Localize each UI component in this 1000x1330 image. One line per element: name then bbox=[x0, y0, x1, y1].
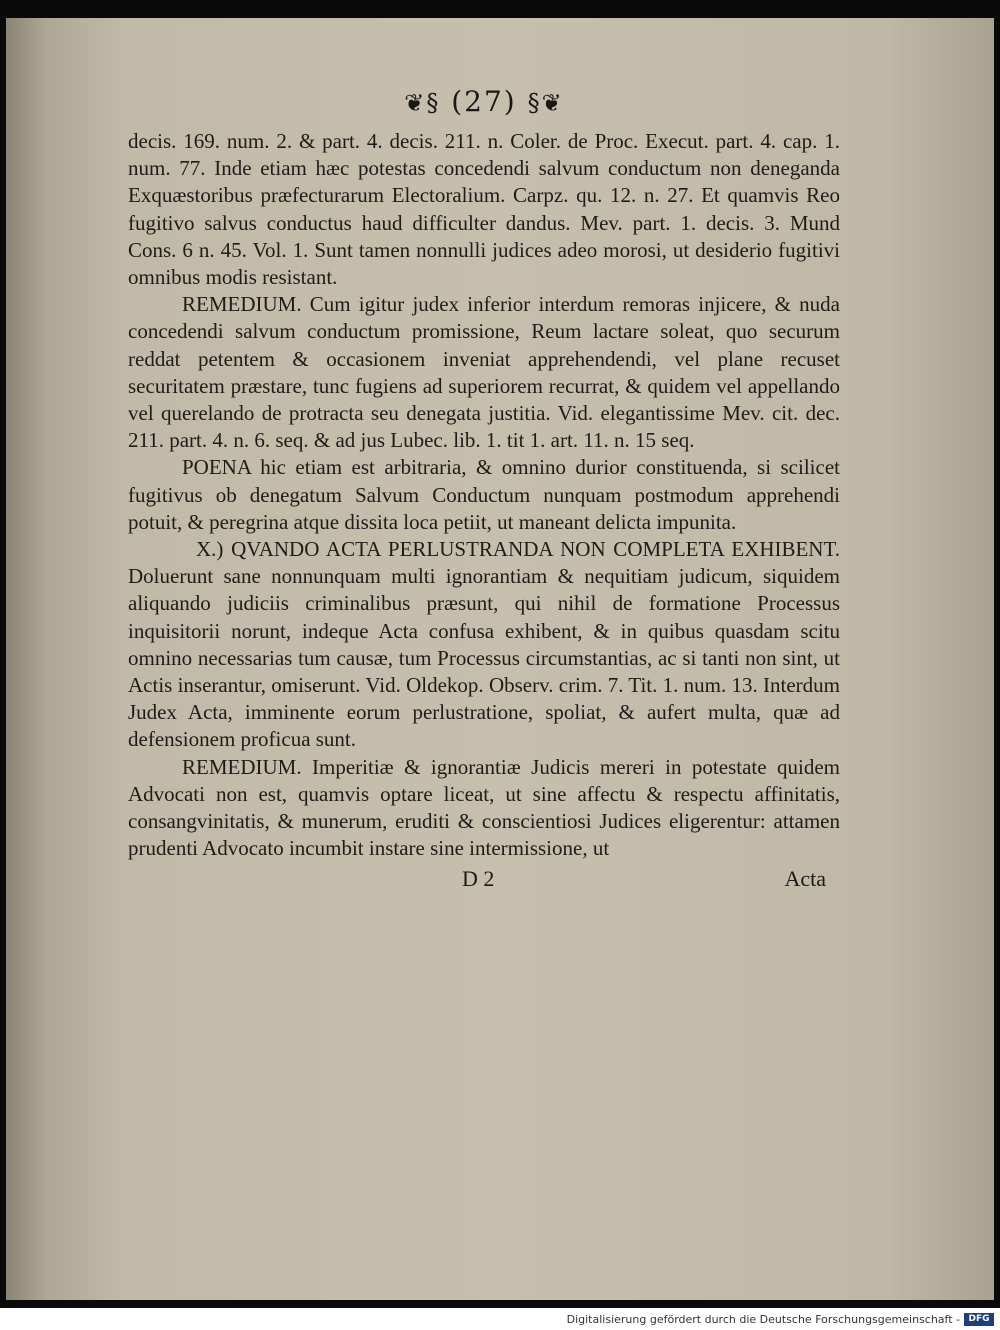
page-number: (27) bbox=[451, 85, 517, 118]
ornament-left-icon: ❦§ bbox=[404, 89, 441, 117]
body-text bbox=[128, 128, 840, 862]
paragraph-poena: POENA hic etiam est arbitraria, & omnino durior constituenda, si scilicet fugitivus ob denegatum Salvum Conductum nunquam postmodum apprehendi potuit, & peregrina atque dissita loca petiit, ut maneant delicta impunita. bbox=[128, 455, 840, 534]
signature-mark: D 2 bbox=[462, 866, 495, 892]
catchword: Acta bbox=[784, 866, 826, 892]
dfg-logo-icon: DFG bbox=[964, 1313, 994, 1326]
document-page bbox=[6, 18, 994, 1300]
paragraph-section-x: X.) QVANDO ACTA PERLUSTRANDA NON COMPLETA EXHIBENT. Doluerunt sane nonnunquam multi ignorantiam & nequitiam judicum, siquidem aliquando judiciis criminalibus præsunt, qui nihil de formatione Processus inquisitorii norunt, indeque Acta confusa exhibent, & in quibus quasdam scitu omnino necessarias tum causæ, tum Processus circumstantias, ac si tanti non sint, ut Actis inserantur, omiserunt. Vid. Oldekop. Observ. crim. 7. Tit. 1. num. 13. Interdum Judex Acta, imminente eorum perlustratione, spoliat, & aufert multa, quæ ad defensionem proficua sunt. bbox=[128, 537, 840, 752]
paragraph-remedium-1: REMEDIUM. Cum igitur judex inferior interdum remoras injicere, & nuda concedendi salvum conductum promissione, Reum lactare soleat, quo securum reddat petentem & occasionem inveniat apprehendendi, vel plane recuset securitatem præstare, tunc fugiens ad superiorem recurrat, & quidem vel appellando vel querelando de protracta seu denegata justitia. Vid. elegantissime Mev. cit. dec. 211. part. 4. n. 6. seq. & ad jus Lubec. lib. 1. tit 1. art. 11. n. 15 seq. bbox=[128, 292, 840, 453]
paragraph-remedium-2: REMEDIUM. Imperitiæ & ignorantiæ Judicis mereri in potestate quidem Advocati non est, quamvis optare liceat, ut sine affectu & respectu affinitatis, consangvinitatis, & munerum, eruditi & conscientiosi Judices eligerentur: attamen prudenti Advocato incumbit instare sine intermissione, ut bbox=[128, 754, 840, 861]
page-footer bbox=[128, 866, 840, 896]
ornament-right-icon: §❦ bbox=[527, 89, 564, 117]
page-content bbox=[128, 82, 840, 896]
paragraph-citation-continuation: decis. 169. num. 2. & part. 4. decis. 211. n. Coler. de Proc. Execut. part. 4. cap. 1. num. 77. Inde etiam hæc potestas concedendi salvum conductum non deneganda Exquæstoribus præfecturarum Electoralium. Carpz. qu. 12. n. 27. Et quamvis Reo fugitivo salvus conductus haud difficulter dandus. Mev. part. 1. decis. 3. Mund Cons. 6 n. 45. Vol. 1. Sunt tamen nonnulli judices adeo morosi, ut desiderio fugitivi omnibus modis resistant. bbox=[128, 129, 840, 290]
credit-bar bbox=[0, 1310, 1000, 1330]
page-header bbox=[128, 82, 840, 128]
credit-text: Digitalisierung gefördert durch die Deutsche Forschungsgemeinschaft - bbox=[566, 1313, 960, 1326]
